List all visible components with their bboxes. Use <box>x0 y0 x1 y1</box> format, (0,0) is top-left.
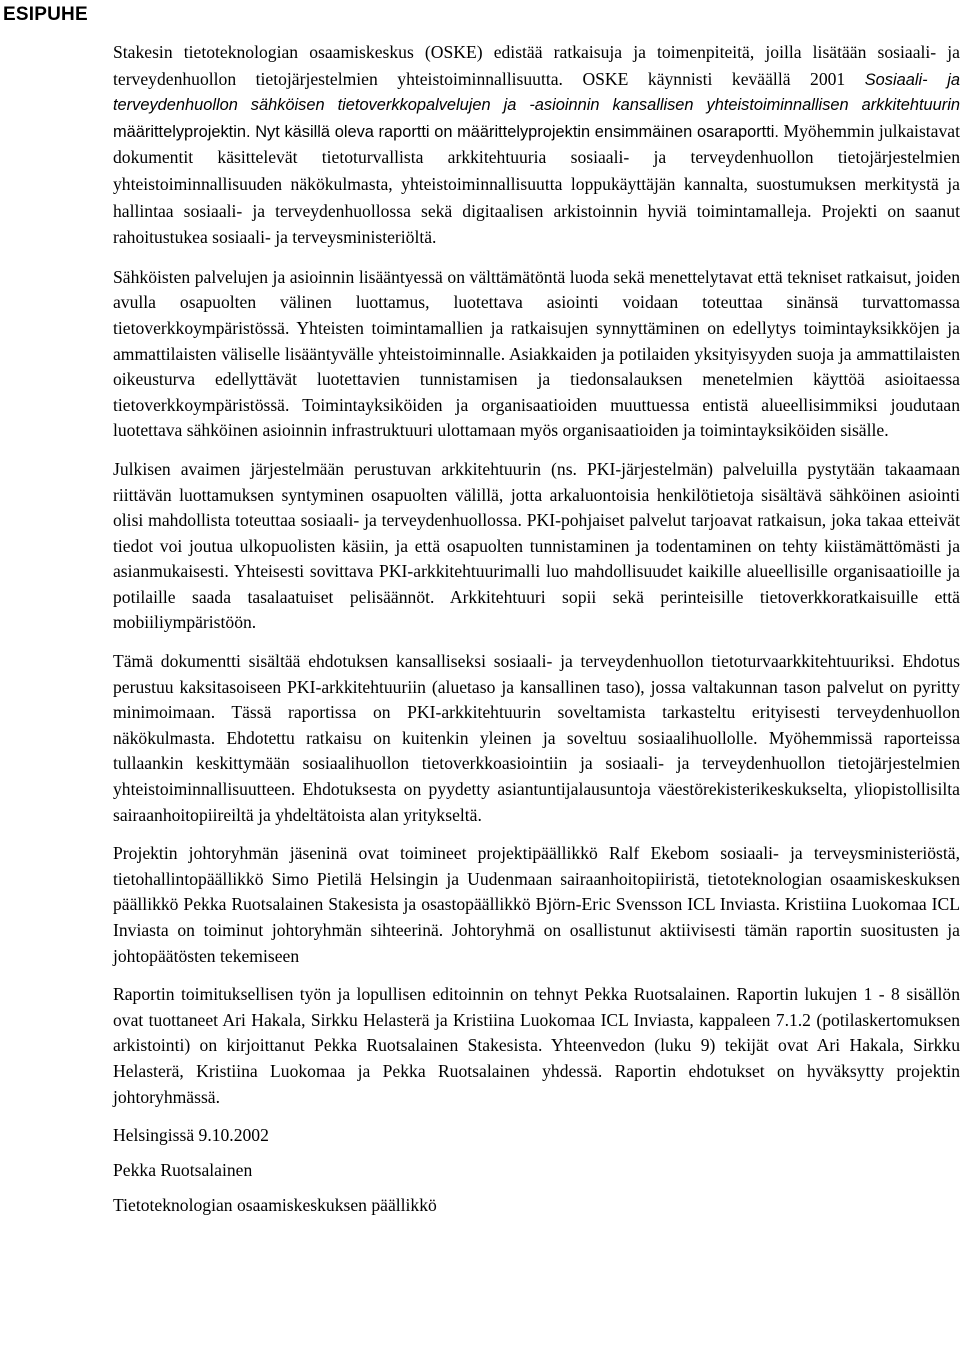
signature-title: Tietoteknologian osaamiskeskuksen päällikkö <box>113 1195 437 1216</box>
paragraph-steering-group: Projektin johtoryhmän jäseninä ovat toimineet projektipäällikkö Ralf Ekebom sosiaali- ja terveysministeriöstä, tietohallintopäällikkö Simo Pietilä Helsingin ja Uudenmaan sairaanhoitopiiristä, tietoteknologian osaamiskeskuksen päällikkö Pekka Ruotsalainen Stakesista ja osastopäällikkö Björn-Eric Svensson ICL Inviasta. Kristiina Luokomaa ICL Inviasta on toiminut johtoryhmän sihteerinä. Johtoryhmä on osallistunut aktiivisesti tämän raportin suositusten ja johtopäätösten tekemiseen <box>113 843 960 966</box>
paragraph-electronic-services: Sähköisten palvelujen ja asioinnin lisääntyessä on välttämätöntä luoda sekä menettelytavat että tekniset ratkaisut, joiden avulla osapuolten välinen luottamus, luotettava asiointi voidaan toteuttaa sinänsä turvattomassa tietoverkkoympäristössä. Yhteisten toimintamallien ja ratkaisujen synnyttäminen on edellytys toimintayksikköjen ja ammattilaisten väliselle lisääntyvälle yhteistoiminnalle. Asiakkaiden ja potilaiden yksityisyyden suoja ja ammattilaisten oikeusturva edellyttävät luotettavien tunnistamisen ja tiedonsalauksen menetelmien käyttöä asioitaessa tietoverkkoympäristössä. Toimintayksiköiden ja organisaatioiden muuttuessa entistä alueellisimmiksi joudutaan luotettava sähköinen asioinnin infrastruktuuri ulottamaan myös organisaatioiden ja toimintayksiköiden sisälle. <box>113 266 960 441</box>
page-heading: ESIPUHE <box>3 4 88 25</box>
paragraph-proposal: Tämä dokumentti sisältää ehdotuksen kansalliseksi sosiaali- ja terveydenhuollon tietoturvaarkkitehtuuriksi. Ehdotus perustuu kaksitasoiseen PKI-arkkitehtuuriin (aluetaso ja kansallinen taso), jossa valtakunnan tason palvelut on pyritty minimoimaan. Tässä raportissa on PKI-arkkitehtuurin soveltamista tarkasteltu erityisesti terveydenhuollon näkökulmasta. Ehdotettu ratkaisu on kuitenkin yleinen ja soveltuu sosiaalihuollolle. Myöhemmissä raporteissa tullaankin keskittymään sosiaalihuollon tietoverkkoasiointiin ja sosiaali- ja terveydenhuollon tietojärjestelmien yhteistoiminnallisuutteen. Ehdotuksesta on pyydetty asiantuntijalausuntoja väestörekisterikeskukselta, yliopistollisilta sairaanhoitopiireiltä ja yhdeltätoista alan yritykseltä. <box>113 651 960 825</box>
signature-name: Pekka Ruotsalainen <box>113 1160 253 1181</box>
signature-place-date: Helsingissä 9.10.2002 <box>113 1125 269 1146</box>
intro-text-c: määrittelyprojektin. Nyt käsillä oleva raportti on määrittelyprojektin ensimmäinen osaraportti. <box>113 122 779 141</box>
paragraph-pki: Julkisen avaimen järjestelmään perustuvan arkkitehtuurin (ns. PKI-järjestelmän) palveluilla pystytään takaamaan riittävän luottamuksen syntyminen osapuolten välillä, jotta arkaluontoisia henkilötietoja sisältävä sähköinen asiointi olisi mahdollista toteuttaa sosiaali- ja terveydenhuollossa. PKI-pohjaiset palvelut tarjoavat ratkaisun, joka takaa etteivät tiedot voi joutua ulkopuolisten käsiin, ja että osapuolten tunnistaminen ja todentaminen on tehty kiistämättömästi ja asianmukaisesti. Yhteisesti sovittava PKI-arkkitehtuurimalli luo mahdollisuudet kaikille alueellisille organisaatioille ja potilaille saada tasalaatuiset pelisäännöt. Arkkitehtuuri sopii sekä perinteisille tietoverkkoratkaisuille että mobiiliympäristöön. <box>113 458 960 633</box>
paragraph-editorial: Raportin toimituksellisen työn ja lopullisen editoinnin on tehnyt Pekka Ruotsalainen. Raportin lukujen 1 - 8 sisällön ovat tuottaneet Ari Hakala, Sirkku Helasterä ja Kristiina Luokomaa ICL Inviasta, kappaleen 7.1.2 (potilaskertomuksen arkistointi) on kirjoittanut Pekka Ruotsalainen Stakesista. Yhteenvedon (luku 9) tekijät ovat Ari Hakala, Sirkku Helasterä, Kristiina Luokomaa ja Pekka Ruotsalainen yhdessä. Raportin ehdotukset on hyväksytty projektin johtoryhmässä. <box>113 984 960 1107</box>
preface-body <box>113 40 960 1228</box>
paragraph-intro <box>113 40 960 252</box>
intro-text-d: Myöhemmin julkaistavat dokumentit käsittelevät tietoturvallista arkkitehtuuria sosiaali- ja terveydenhuollon tietojärjestelmien yhteistoiminnallisuuden näkökulmasta, yhteistoiminnallisuutta loppukäyttäjän kannalta, suostumuksen merkitystä ja hallintaa sosiaali- ja terveydenhuollossa sekä digitaalisen arkistoinnin hyviä toimintamalleja. Projekti on saanut rahoitustukea sosiaali- ja terveysministeriöltä. <box>113 120 960 248</box>
intro-text-a: Stakesin tietoteknologian osaamiskeskus (OSKE) edistää ratkaisuja ja toimenpiteitä, joilla lisätään sosiaali- ja terveydenhuollon tietojärjestelmien yhteistoiminnallisuutta. OSKE käynnisti keväällä 2001 <box>113 42 960 89</box>
project-name-italic: Sosiaali- ja terveydenhuollon sähköisen tietoverkkopalvelujen ja -asioinnin kansallisen yhteistoiminnallisen arkkitehtuurin <box>113 70 960 115</box>
